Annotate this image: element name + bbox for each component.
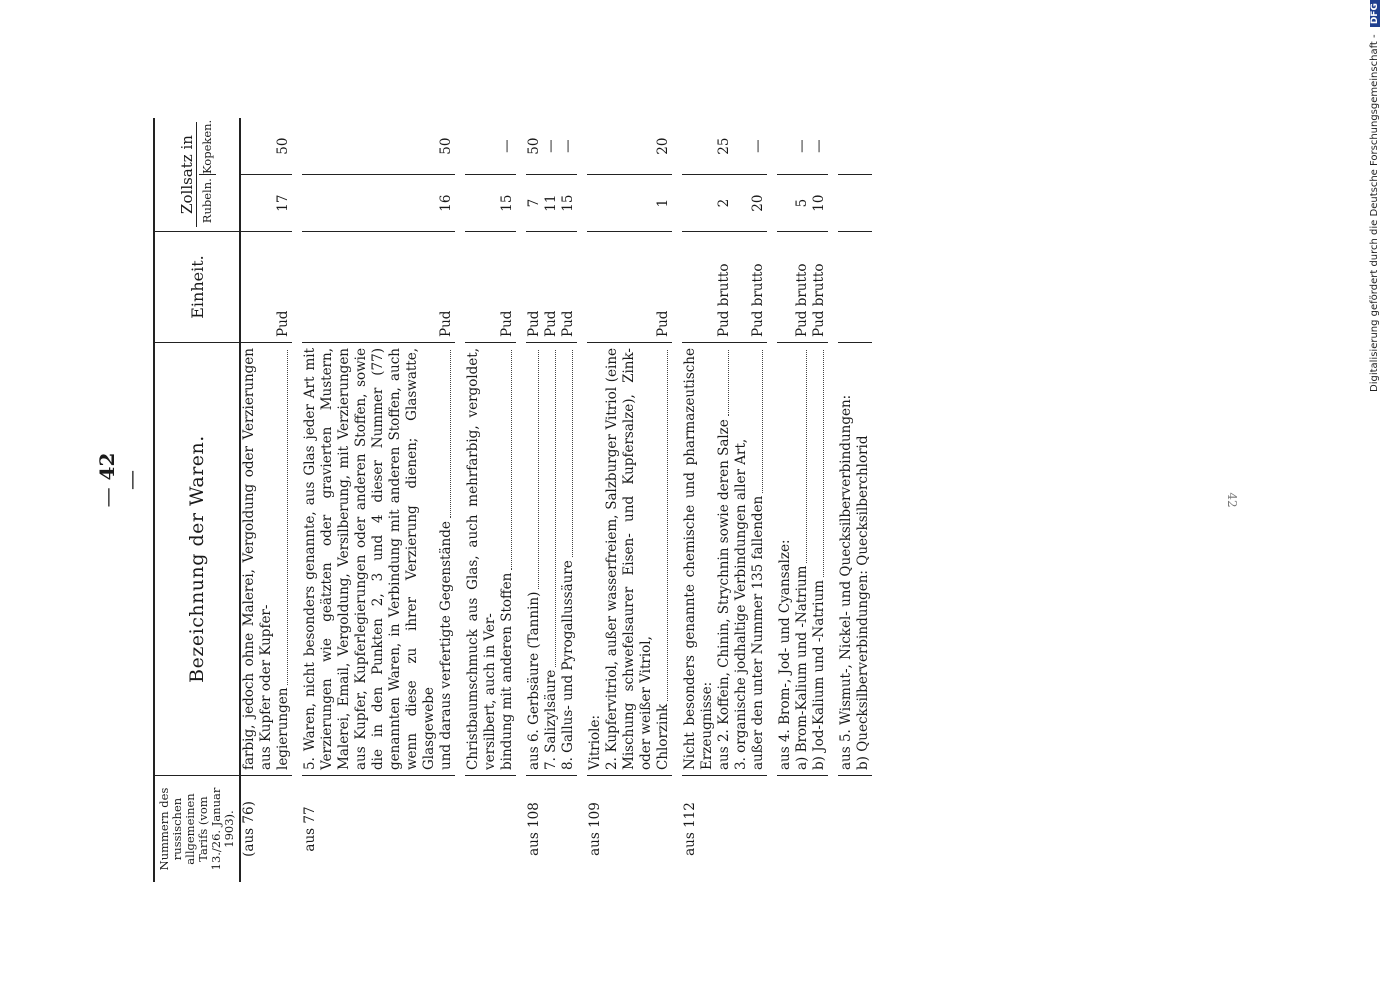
table-row	[560, 118, 577, 882]
description-leader-line	[526, 348, 543, 770]
description-text: Vitriole:	[587, 714, 603, 770]
tariff-number-cell: aus 109	[587, 802, 603, 856]
table-row	[855, 118, 872, 882]
tariff-number-cell	[716, 776, 733, 883]
goods-description-cell	[465, 343, 516, 776]
tariff-number-cell	[465, 776, 516, 883]
dfg-logo: DFG	[1370, 0, 1380, 27]
row-spacer	[516, 118, 526, 882]
tariff-number-cell	[811, 776, 828, 883]
description-text: 5. Waren, nicht besonders genannte, aus Glas jeder Art mit Verzierungen wie geätzten oder gravierten Mustern, Malerei, Email, Vergoldung, Versilberung, mit Verzierungen aus Kupfer, Kupferlegierungen oder anderen Stoffen, sowie die in den Punkten 2, 3 und 4 dieser Nummer (77) genannten Waren, in Verbindung mit anderen Stoffen, auch wenn diese zu ihrer Verzierung dienen; Glaswatte, Glasgewebe	[302, 348, 437, 770]
rubles-cell: 5	[794, 175, 811, 232]
unit-cell: Pud	[526, 232, 543, 343]
description-final-line: 7. Salizylsäure	[543, 669, 559, 770]
unit-cell: Pud brutto	[733, 232, 767, 343]
goods-description-cell	[811, 343, 828, 776]
description-text: aus 5. Wismut-, Nickel- und Quecksilberverbindungen:	[838, 394, 854, 770]
description-leader-line	[716, 348, 733, 770]
header-duty-label: Zollsatz in	[177, 135, 196, 214]
tariff-number-cell	[794, 776, 811, 883]
dot-leader	[287, 350, 288, 685]
unit-cell	[587, 232, 604, 343]
goods-description-cell	[526, 343, 543, 776]
page-number	[95, 440, 143, 520]
rubles-cell: 20	[733, 175, 767, 232]
description-leader-line	[655, 348, 672, 770]
unit-cell: Pud	[465, 232, 516, 343]
kopeks-cell: —	[560, 118, 577, 175]
header-kopeks: Kopeken.	[199, 119, 214, 174]
tariff-number-cell: aus 108	[526, 802, 542, 856]
description-final-line: b) Jod-Kalium und -Natrium	[811, 580, 827, 770]
kopeks-cell: —	[465, 118, 516, 175]
kopeks-cell: 25	[716, 118, 733, 175]
unit-cell: Pud	[543, 232, 560, 343]
rubles-cell: 1	[604, 175, 672, 232]
rubles-cell: 17	[240, 175, 292, 232]
row-spacer	[577, 118, 587, 882]
goods-description-cell	[794, 343, 811, 776]
rubles-cell	[587, 175, 604, 232]
page-number-value: 42	[95, 452, 119, 481]
goods-description-cell	[240, 343, 292, 776]
kopeks-cell: 50	[240, 118, 292, 175]
header-rubles: Rubeln.	[199, 178, 214, 224]
dot-leader	[667, 350, 668, 701]
unit-cell: Pud	[604, 232, 672, 343]
description-final-line: und daraus verfertigte Gegenstände	[438, 521, 454, 770]
tariff-number-cell: (aus 76)	[241, 801, 257, 857]
goods-description-cell	[838, 343, 855, 776]
kopeks-cell	[682, 118, 716, 175]
goods-description-cell	[716, 343, 733, 776]
kopeks-cell: —	[543, 118, 560, 175]
description-text: b) Quecksilberverbindungen: Quecksilberchlorid	[855, 435, 871, 770]
tariff-number-cell	[777, 776, 794, 883]
dot-leader	[728, 350, 729, 416]
tariff-table	[153, 118, 872, 882]
tariff-number-cell	[855, 776, 872, 883]
description-final-line: außer den unter Nummer 135 fallenden	[750, 495, 766, 770]
rubles-cell: 15	[560, 175, 577, 232]
dot-leader	[823, 350, 824, 577]
dot-leader	[806, 350, 807, 563]
row-spacer	[828, 118, 838, 882]
kopeks-cell: —	[733, 118, 767, 175]
description-final-line: Chlorzink	[655, 703, 671, 770]
table-row	[733, 118, 767, 882]
unit-cell	[855, 232, 872, 343]
tariff-number-cell	[560, 776, 577, 883]
table-row	[465, 118, 516, 882]
description-leader-line	[794, 348, 811, 770]
row-spacer	[767, 118, 777, 882]
rubles-cell	[855, 175, 872, 232]
rubles-cell: 2	[716, 175, 733, 232]
goods-description-cell	[302, 343, 455, 776]
tariff-number-cell	[733, 776, 767, 883]
header-unit: Einheit.	[154, 232, 240, 343]
kopeks-cell	[587, 118, 604, 175]
unit-cell: Pud brutto	[794, 232, 811, 343]
rubles-cell	[682, 175, 716, 232]
kopeks-cell	[838, 118, 855, 175]
table-row	[526, 118, 543, 882]
rubles-cell: 16	[302, 175, 455, 232]
rubles-cell: 7	[526, 175, 543, 232]
goods-description-cell	[604, 343, 672, 776]
row-spacer	[292, 118, 302, 882]
unit-cell: Pud brutto	[811, 232, 828, 343]
dot-leader	[572, 350, 573, 557]
table-row	[240, 118, 292, 882]
table-row	[838, 118, 855, 882]
description-leader-line	[543, 348, 560, 770]
goods-description-cell	[587, 343, 604, 776]
description-final-line: aus 2. Koffein, Chinin, Strychnin sowie deren Salze	[716, 419, 732, 770]
tariff-number-cell	[838, 776, 855, 883]
unit-cell: Pud	[560, 232, 577, 343]
page-number-dash-left: —	[95, 487, 119, 508]
unit-cell	[777, 232, 794, 343]
description-text: aus 4. Brom-, Jod- und Cyansalze:	[777, 539, 793, 770]
kopeks-cell	[777, 118, 794, 175]
rubles-cell: 10	[811, 175, 828, 232]
description-leader-line	[438, 348, 455, 770]
description-text: 2. Kupfervitriol, außer wasserfreiem, Salzburger Vitriol (eine Mischung schwefelsaurer Eisen- und Kupfersalze), Zink- oder weißer Vitriol,	[604, 348, 654, 770]
description-leader-line	[750, 348, 767, 770]
page-number-dash-right: —	[119, 470, 143, 490]
goods-description-cell	[733, 343, 767, 776]
table-header-row	[154, 118, 240, 882]
goods-description-cell	[682, 343, 716, 776]
bleed-through-page-number: 42	[1225, 492, 1239, 508]
description-text: 3. organische jodhaltige Verbindungen aller Art,	[733, 438, 749, 770]
description-leader-line	[499, 348, 516, 770]
dot-leader	[555, 350, 556, 667]
table-row	[682, 118, 716, 882]
description-leader-line	[275, 348, 292, 770]
description-final-line: bindung mit anderen Stoffen	[499, 572, 515, 770]
table-row	[604, 118, 672, 882]
rubles-cell: 11	[543, 175, 560, 232]
tariff-body	[240, 118, 872, 882]
header-goods-description: Bezeichnung der Waren.	[154, 343, 240, 776]
description-final-line: a) Brom-Kalium und -Natrium	[794, 565, 810, 770]
description-leader-line	[560, 348, 577, 770]
description-final-line: 8. Gallus- und Pyrogallussäure	[560, 560, 576, 770]
description-final-line: legierungen	[275, 687, 291, 770]
kopeks-cell: 50	[302, 118, 455, 175]
tariff-number-cell	[543, 776, 560, 883]
dot-leader	[450, 350, 451, 518]
goods-description-cell	[855, 343, 872, 776]
table-row	[716, 118, 733, 882]
description-final-line: aus 6. Gerbsäure (Tannin)	[526, 591, 542, 770]
rubles-cell	[838, 175, 855, 232]
rubles-cell: 15	[465, 175, 516, 232]
tariff-number-cell: aus 77	[302, 806, 318, 852]
description-text: farbig, jedoch ohne Malerei, Vergoldung oder Verzierungen aus Kupfer oder Kupfer-	[241, 348, 274, 770]
tariff-number-cell	[604, 776, 672, 883]
header-tariff-numbers: Nummern des russischen allgemeinen Tarifs (vom 13./26. Januar 1903).	[154, 776, 240, 883]
goods-description-cell	[560, 343, 577, 776]
header-duty-rate	[154, 118, 240, 232]
dot-leader	[762, 350, 763, 493]
unit-cell: Pud	[240, 232, 292, 343]
tariff-number-cell: aus 112	[682, 802, 698, 856]
description-leader-line	[811, 348, 828, 770]
table-row	[543, 118, 560, 882]
goods-description-cell	[543, 343, 560, 776]
table-row	[794, 118, 811, 882]
table-row	[302, 118, 455, 882]
unit-cell: Pud	[302, 232, 455, 343]
dfg-watermark-text: Digitalisierung gefördert durch die Deutsche Forschungsgemeinschaft -	[1369, 34, 1380, 392]
table-row	[811, 118, 828, 882]
unit-cell	[838, 232, 855, 343]
header-currency-subheads	[196, 119, 216, 227]
kopeks-cell: 50	[526, 118, 543, 175]
row-spacer	[455, 118, 465, 882]
description-text: Christbaumschmuck aus Glas, auch mehrfarbig, vergoldet, versilbert, auch in Ver-	[465, 348, 498, 770]
unit-cell	[682, 232, 716, 343]
kopeks-cell	[855, 118, 872, 175]
rubles-cell	[777, 175, 794, 232]
unit-cell: Pud brutto	[716, 232, 733, 343]
table-row	[587, 118, 604, 882]
goods-description-cell	[777, 343, 794, 776]
kopeks-cell: 20	[604, 118, 672, 175]
dot-leader	[511, 350, 512, 570]
table-row	[777, 118, 794, 882]
row-spacer	[672, 118, 682, 882]
description-text: Nicht besonders genannte chemische und pharmazeutische Erzeugnisse:	[682, 348, 715, 770]
kopeks-cell: —	[794, 118, 811, 175]
dot-leader	[538, 350, 539, 589]
kopeks-cell: —	[811, 118, 828, 175]
